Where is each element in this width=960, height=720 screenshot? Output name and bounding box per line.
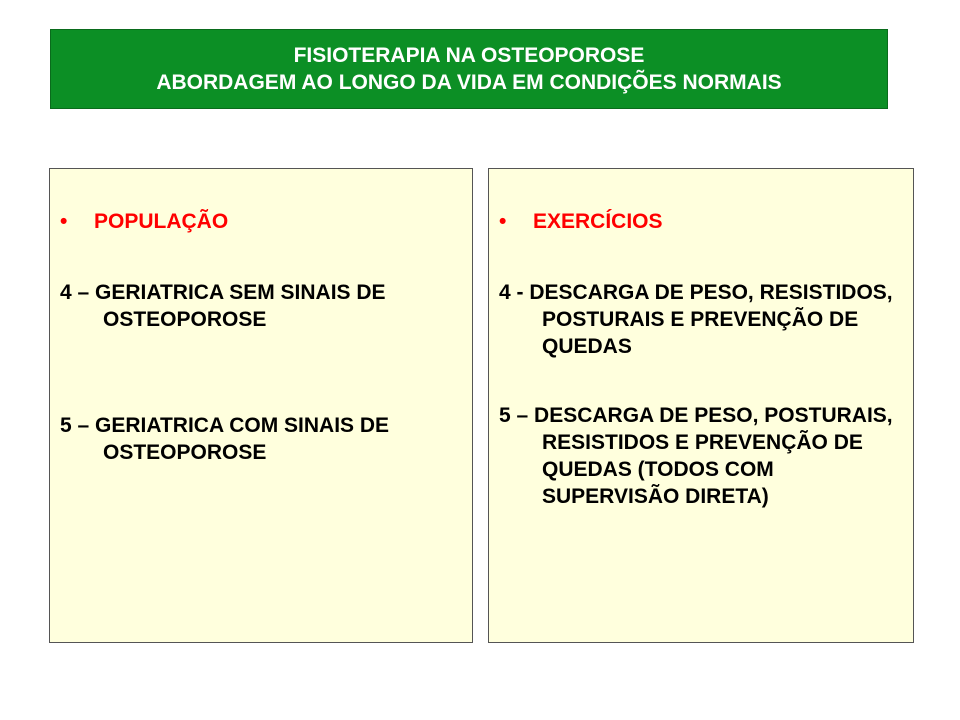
population-item-5: 5 – GERIATRICA COM SINAIS DE OSTEOPOROSE — [60, 414, 390, 464]
population-panel — [49, 168, 473, 643]
bullet-icon: • — [499, 210, 507, 233]
exercises-item-5: 5 – DESCARGA DE PESO, POSTURAIS, RESISTIDOS E PREVENÇÃO DE QUEDAS (TODOS COM SUPERVISÃO DIRETA) — [499, 404, 893, 508]
title-banner — [50, 29, 888, 109]
title-line-2: ABORDAGEM AO LONGO DA VIDA EM CONDIÇÕES NORMAIS — [156, 71, 782, 94]
population-heading — [60, 208, 228, 235]
exercises-heading — [499, 208, 663, 235]
population-heading-label: POPULAÇÃO — [94, 210, 229, 233]
exercises-panel — [488, 168, 914, 643]
population-item-4: 4 – GERIATRICA SEM SINAIS DE OSTEOPOROSE — [60, 281, 386, 331]
bullet-icon: • — [60, 210, 68, 233]
exercises-item-4: 4 - DESCARGA DE PESO, RESISTIDOS, POSTURAIS E PREVENÇÃO DE QUEDAS — [499, 281, 893, 358]
title-line-1: FISIOTERAPIA NA OSTEOPOROSE — [293, 44, 645, 67]
exercises-heading-label: EXERCÍCIOS — [533, 210, 663, 233]
